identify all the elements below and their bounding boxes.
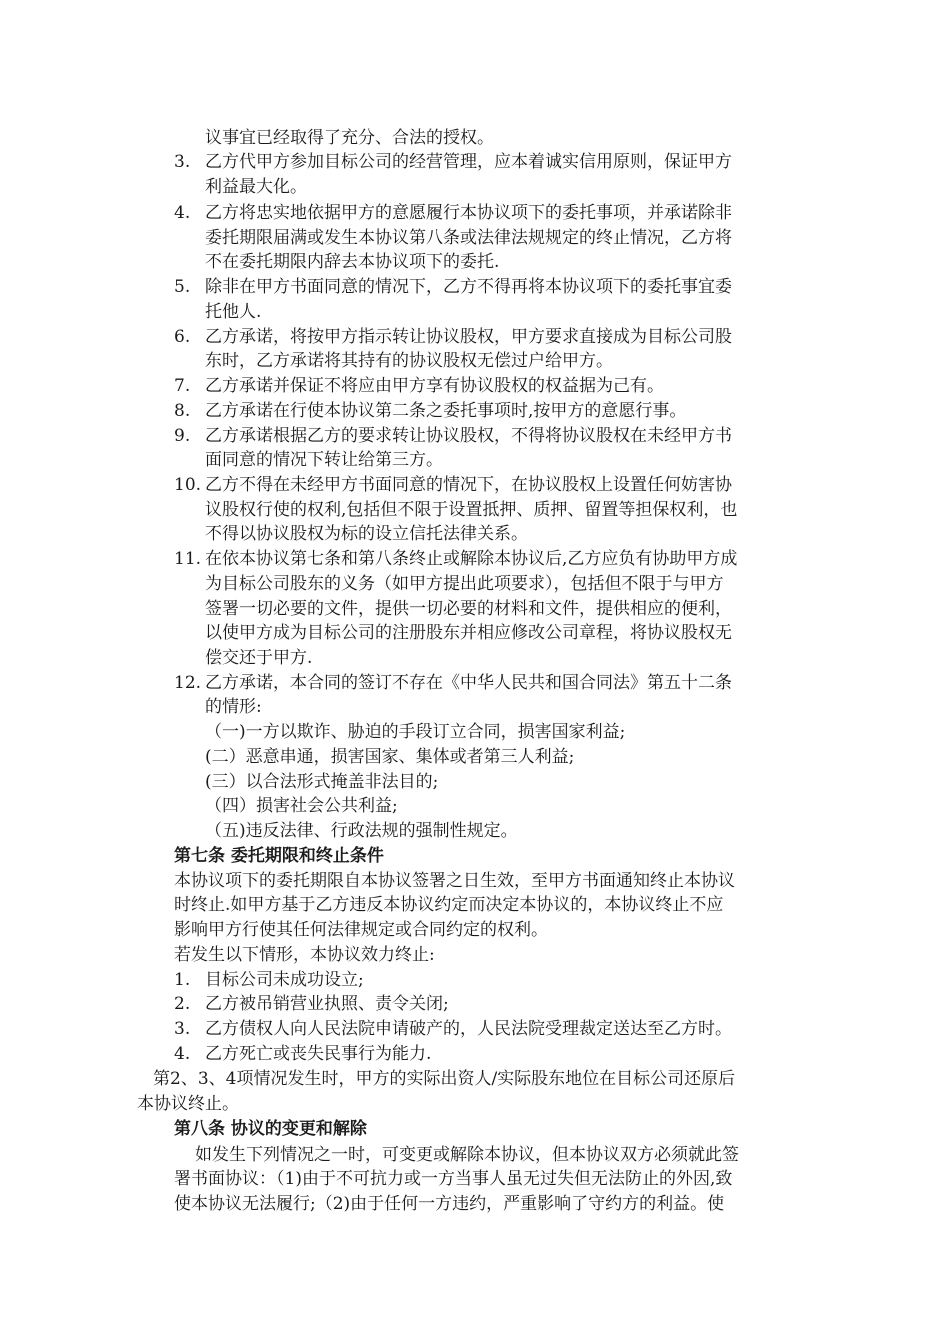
list-number: 8. (174, 401, 191, 421)
list-number: 12. (174, 673, 202, 693)
list-number: 7. (174, 376, 191, 396)
clause-line: 乙方承诺，将按甲方指示转让协议股权，甲方要求直接成为目标公司股 (205, 327, 732, 347)
article-heading: 第七条 委托期限和终止条件 (174, 846, 384, 866)
sub-clause-line: (三）以合法形式掩盖非法目的; (205, 772, 439, 792)
list-number: 11. (174, 549, 202, 569)
clause-line: 的情形: (205, 697, 262, 717)
article-heading: 第八条 协议的变更和解除 (174, 1119, 367, 1139)
clause-line: 乙方将忠实地依据甲方的意愿履行本协议项下的委托事项，并承诺除非 (205, 203, 732, 223)
list-number: 3. (174, 1019, 191, 1039)
clause-line: 利益最大化。 (205, 177, 307, 197)
sub-clause-line: (二）恶意串通，损害国家、集体或者第三人利益; (205, 747, 575, 767)
paragraph-line: 使本协议无法履行;（2)由于任何一方违约，严重影响了守约方的利益。使 (174, 1194, 725, 1214)
paragraph-line: 若发生以下情形，本协议效力终止: (174, 945, 435, 965)
clause-line: 议股权行使的权利,包括但不限于设置抵押、质押、留置等担保权利，也 (205, 500, 738, 520)
clause-line: 托他人. (205, 302, 262, 322)
sub-clause-line: （四）损害社会公共利益; (205, 796, 398, 816)
list-number: 1. (174, 970, 191, 990)
clause-line: 偿交还于甲方. (205, 648, 313, 668)
paragraph-line: 如发生下列情况之一时，可变更或解除本协议，但本协议双方必须就此签 (195, 1145, 739, 1165)
paragraph-line: 时终止.如甲方基于乙方违反本协议约定而决定本协议的，本协议终止不应 (174, 895, 724, 915)
paragraph-line: 影响甲方行使其任何法律规定或合同约定的权利。 (174, 920, 548, 940)
clause-line: 签署一切必要的文件，提供一切必要的材料和文件，提供相应的便利， (205, 599, 732, 619)
clause-line: 乙方被吊销营业执照、责令关闭; (205, 994, 449, 1014)
clause-line: 面同意的情况下转让给第三方。 (205, 450, 443, 470)
sub-clause-line: （一)一方以欺诈、胁迫的手段订立合同，损害国家利益; (205, 722, 626, 742)
clause-line: 目标公司未成功设立; (205, 970, 364, 990)
paragraph-line: 本协议项下的委托期限自本协议签署之日生效，至甲方书面通知终止本协议 (174, 871, 735, 891)
clause-line: 除非在甲方书面同意的情况下，乙方不得再将本协议项下的委托事宜委 (205, 277, 732, 297)
clause-line: 乙方承诺在行使本协议第二条之委托事项时,按甲方的意愿行事。 (205, 401, 687, 421)
sub-clause-line: （五)违反法律、行政法规的强制性规定。 (205, 821, 518, 841)
clause-line: 乙方代甲方参加目标公司的经营管理，应本着诚实信用原则，保证甲方 (205, 152, 732, 172)
list-number: 2. (174, 994, 191, 1014)
clause-line: 乙方承诺，本合同的签订不存在《中华人民共和国合同法》第五十二条 (205, 673, 732, 693)
clause-line: 在依本协议第七条和第八条终止或解除本协议后,乙方应负有协助甲方成 (205, 549, 738, 569)
clause-line: 乙方债权人向人民法院申请破产的，人民法院受理裁定送达至乙方时。 (205, 1019, 732, 1039)
clause-line: 乙方承诺并保证不将应由甲方享有协议股权的权益据为己有。 (205, 376, 664, 396)
list-number: 5. (174, 277, 191, 297)
clause-line: 议事宜已经取得了充分、合法的授权。 (205, 128, 494, 148)
clause-line: 以使甲方成为目标公司的注册股东并相应修改公司章程，将协议股权无 (205, 623, 732, 643)
clause-line: 不得以协议股权为标的设立信托法律关系。 (205, 524, 528, 544)
clause-line: 不在委托期限内辞去本协议项下的委托. (205, 252, 500, 272)
list-number: 4. (174, 1044, 191, 1064)
list-number: 6. (174, 327, 191, 347)
list-number: 3. (174, 152, 191, 172)
paragraph-line: 署书面协议：（1)由于不可抗力或一方当事人虽无过失但无法防止的外因,致 (174, 1169, 733, 1189)
clause-line: 乙方不得在未经甲方书面同意的情况下，在协议股权上设置任何妨害协 (205, 475, 732, 495)
list-number: 9. (174, 426, 191, 446)
paragraph-line: 第2、3、4项情况发生时，甲方的实际出资人/实际股东地位在目标公司还原后 (153, 1069, 736, 1089)
clause-line: 为目标公司股东的义务（如甲方提出此项要求），包括但不限于与甲方 (205, 574, 724, 594)
clause-line: 东时，乙方承诺将其持有的协议股权无偿过户给甲方。 (205, 351, 613, 371)
clause-line: 乙方死亡或丧失民事行为能力. (205, 1044, 432, 1064)
clause-line: 委托期限届满或发生本协议第八条或法律法规规定的终止情况，乙方将 (205, 228, 732, 248)
clause-line: 乙方承诺根据乙方的要求转让协议股权，不得将协议股权在未经甲方书 (205, 426, 732, 446)
list-number: 4. (174, 203, 191, 223)
list-number: 10. (174, 475, 202, 495)
paragraph-line: 本协议终止。 (137, 1094, 239, 1114)
